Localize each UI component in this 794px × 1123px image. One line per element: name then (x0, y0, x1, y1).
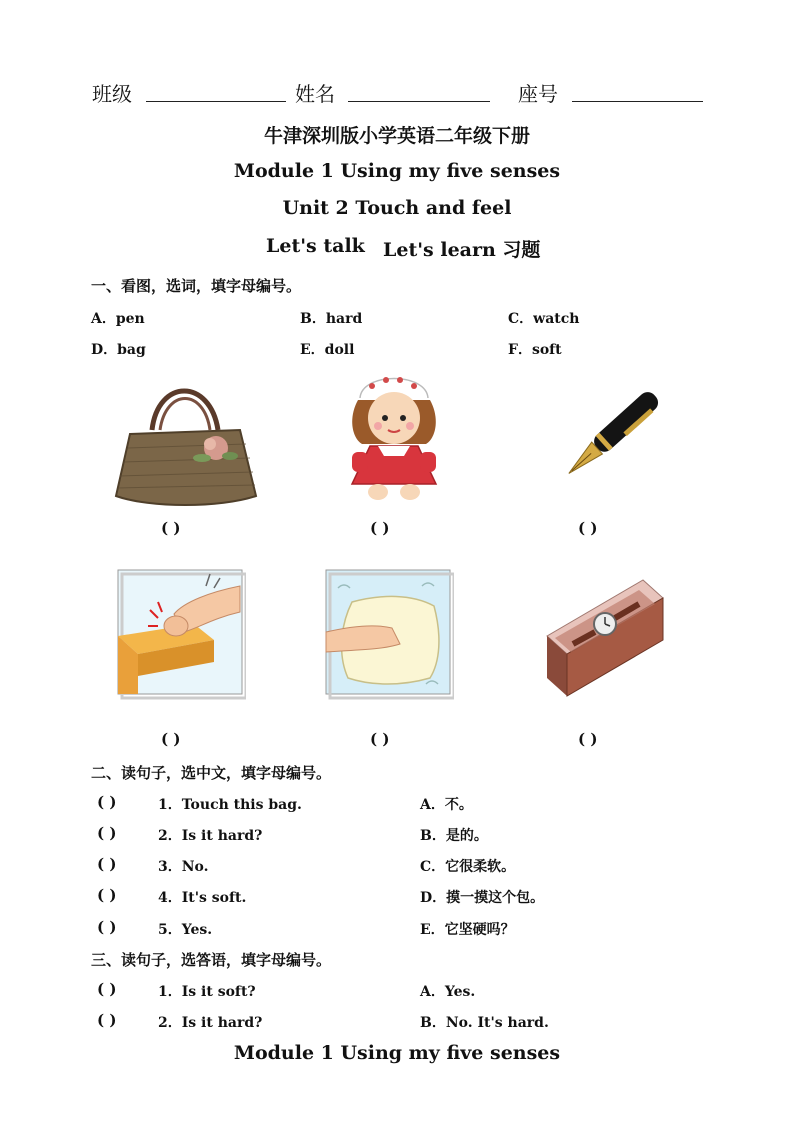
option-a: A．pen (91, 311, 145, 327)
section3-heading: 三、读句子，选答语，填字母编号。 (91, 951, 332, 969)
option-c: C．watch (508, 311, 580, 327)
class-blank[interactable] (146, 101, 286, 102)
option-f: F．soft (508, 342, 562, 358)
s3-q1-blank[interactable]: ( ) (97, 980, 117, 998)
s2-answer-e: E．它坚硬吗？ (420, 922, 515, 938)
unit-title: Unit 2 Touch and feel (282, 197, 512, 219)
s2-question-2: 2．Is it hard? (158, 828, 263, 844)
name-label: 姓名 (295, 82, 335, 106)
module-title: Module 1 Using my five senses (233, 160, 561, 182)
s2-answer-c: C．它很柔软。 (420, 859, 516, 875)
s3-question-1: 1．Is it soft? (158, 984, 256, 1000)
class-label: 班级 (92, 82, 132, 106)
s2-q4-blank[interactable]: ( ) (97, 886, 117, 904)
s2-answer-b: B．是的。 (420, 828, 488, 844)
picture-5-blank[interactable]: ( ) (370, 730, 390, 748)
watch-picture (543, 574, 667, 700)
bag-picture (110, 368, 262, 508)
name-blank[interactable] (348, 101, 490, 102)
lesson-title-learn: Let's learn 习题 (383, 239, 541, 261)
s2-answer-a: A．不。 (420, 797, 473, 813)
doll-picture (338, 368, 450, 506)
seat-blank[interactable] (572, 101, 703, 102)
s3-answer-a: A．Yes. (420, 984, 476, 1000)
section2-heading: 二、读句子，选中文，填字母编号。 (91, 764, 332, 782)
s2-q3-blank[interactable]: ( ) (97, 855, 117, 873)
s3-answer-b: B．No. It's hard. (420, 1015, 549, 1031)
hard-picture (114, 566, 246, 700)
soft-picture (322, 566, 454, 700)
picture-1-blank[interactable]: ( ) (161, 519, 181, 537)
seat-label: 座号 (518, 82, 558, 106)
s3-q2-blank[interactable]: ( ) (97, 1011, 117, 1029)
picture-2-blank[interactable]: ( ) (370, 519, 390, 537)
s2-q5-blank[interactable]: ( ) (97, 918, 117, 936)
s2-q2-blank[interactable]: ( ) (97, 824, 117, 842)
option-b: B．hard (300, 311, 363, 327)
option-e: E．doll (300, 342, 355, 358)
picture-4-blank[interactable]: ( ) (161, 730, 181, 748)
picture-6-blank[interactable]: ( ) (578, 730, 598, 748)
s2-question-3: 3．No. (158, 859, 209, 875)
s2-question-5: 5．Yes. (158, 922, 213, 938)
s3-question-2: 2．Is it hard? (158, 1015, 263, 1031)
s2-answer-d: D．摸一摸这个包。 (420, 890, 545, 906)
s2-question-4: 4．It's soft. (158, 890, 247, 906)
footer-module-title: Module 1 Using my five senses (233, 1042, 561, 1064)
s2-q1-blank[interactable]: ( ) (97, 793, 117, 811)
pen-picture (552, 380, 660, 500)
section1-heading: 一、看图，选词，填字母编号。 (91, 277, 302, 295)
picture-3-blank[interactable]: ( ) (578, 519, 598, 537)
s2-question-1: 1．Touch this bag. (158, 797, 302, 813)
lesson-title-talk: Let's talk (266, 235, 365, 257)
book-title: 牛津深圳版小学英语二年级下册 (263, 125, 530, 147)
option-d: D．bag (91, 342, 146, 358)
